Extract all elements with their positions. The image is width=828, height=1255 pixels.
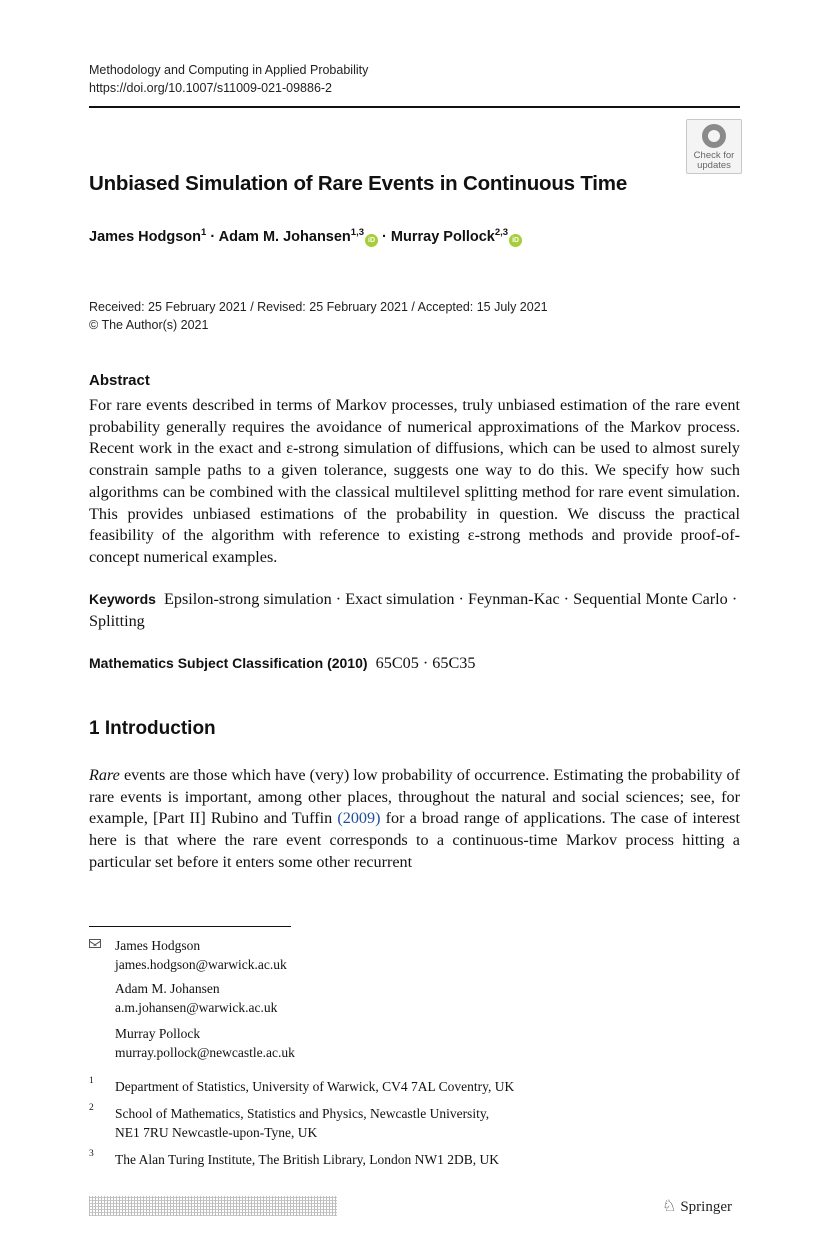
header-rule [89, 106, 740, 108]
journal-name: Methodology and Computing in Applied Probability [89, 63, 369, 77]
author-affiliation-sup: 1 [201, 227, 207, 238]
section-heading: 1 Introduction [89, 718, 216, 739]
footnote-rule [89, 926, 291, 927]
contact-email[interactable]: a.m.johansen@warwick.ac.uk [115, 1000, 278, 1015]
contact-email[interactable]: murray.pollock@newcastle.ac.uk [115, 1045, 295, 1060]
author-separator: · [206, 229, 219, 245]
affiliation-line: Department of Statistics, University of Warwick, CV4 7AL Coventry, UK [115, 1079, 515, 1094]
publisher-name: Springer [680, 1199, 733, 1215]
contact-block [115, 979, 277, 1017]
keywords [89, 589, 740, 632]
springer-horse-icon: ♘ [662, 1198, 677, 1215]
doi-link[interactable]: https://doi.org/10.1007/s11009-021-09886-2 [89, 81, 333, 95]
intro-text-2: for a broad range of applications. The case of interest here is that where the rare event corresponds to a continuous-time Markov process hitting a particular set before it enters some other recurrent [89, 809, 740, 871]
contact-name: Murray Pollock [115, 1026, 201, 1041]
orcid-icon[interactable]: iD [509, 234, 522, 247]
intro-paragraph [89, 765, 740, 874]
affiliation [115, 1150, 499, 1169]
author-affiliation-sup: 1,3 [350, 227, 365, 238]
intro-italic-word: Rare [89, 766, 120, 784]
contact-block [115, 936, 287, 974]
msc-label: Mathematics Subject Classification (2010) [89, 655, 368, 671]
author-name: Adam M. Johansen [218, 229, 351, 245]
dates-line: Received: 25 February 2021 / Revised: 25 February 2021 / Accepted: 15 July 2021 [89, 300, 548, 314]
affiliation-number: 1 [89, 1076, 94, 1086]
contact-block [115, 1024, 295, 1062]
author-name: Murray Pollock [390, 229, 495, 245]
author-list [89, 229, 522, 247]
affiliation-line: School of Mathematics, Statistics and Physics, Newcastle University, [115, 1106, 490, 1121]
keywords-text: Epsilon-strong simulation · Exact simulation · Feynman-Kac · Sequential Monte Carlo · Splitting [89, 590, 738, 630]
badge-line-2: updates [697, 160, 731, 171]
barcode-strip [89, 1196, 337, 1216]
affiliation [115, 1077, 514, 1096]
abstract-heading: Abstract [89, 372, 150, 389]
author-affiliation-sup: 2,3 [494, 227, 509, 238]
author-name: James Hodgson [89, 229, 201, 245]
journal-header [89, 61, 368, 97]
affiliation-line: NE1 7RU Newcastle-upon-Tyne, UK [115, 1125, 318, 1140]
check-for-updates-badge[interactable] [686, 119, 742, 174]
citation-link[interactable]: (2009) [337, 809, 381, 828]
publisher-logo [662, 1196, 732, 1216]
affiliation [115, 1104, 489, 1142]
keywords-label: Keywords [89, 591, 156, 607]
crossmark-icon [702, 124, 726, 148]
article-title: Unbiased Simulation of Rare Events in Continuous Time [89, 172, 628, 195]
msc-classification [89, 653, 475, 675]
msc-codes: 65C05 · 65C35 [375, 654, 476, 672]
badge-line-1: Check for [693, 150, 735, 161]
author-separator: · [378, 229, 391, 245]
affiliation-number: 2 [89, 1103, 94, 1113]
contact-name: Adam M. Johansen [115, 981, 220, 996]
affiliation-line: The Alan Turing Institute, The British Library, London NW1 2DB, UK [115, 1152, 499, 1167]
orcid-icon[interactable]: iD [365, 234, 378, 247]
envelope-icon [89, 939, 101, 948]
abstract-text: For rare events described in terms of Markov processes, truly unbiased estimation of the rare event probability generally requires the avoidance of numerical approximations of the Markov process. Recent work in the exact and ε-strong simulation of diffusions, which can be used to almost surely constrain sample paths to a given tolerance, suggests one way to do this. We specify how such algorithms can be combined with the classical multilevel splitting method for rare event simulation. This provides unbiased estimations of the probability in question. We discuss the practical feasibility of the algorithm with reference to existing ε-strong methods and provide proof-of-concept numerical examples. [89, 396, 740, 566]
contact-name: James Hodgson [115, 938, 201, 953]
copyright-line: © The Author(s) 2021 [89, 318, 209, 332]
article-history [89, 298, 548, 334]
contact-email[interactable]: james.hodgson@warwick.ac.uk [115, 957, 287, 972]
intro-text-1: events are those which have (very) low probability of occurrence. Estimating the probability of rare events is important, among other places, throughout the natural and social sciences; see, for example, [Part II] Rubino and Tuffin [89, 766, 740, 828]
affiliation-number: 3 [89, 1149, 94, 1159]
